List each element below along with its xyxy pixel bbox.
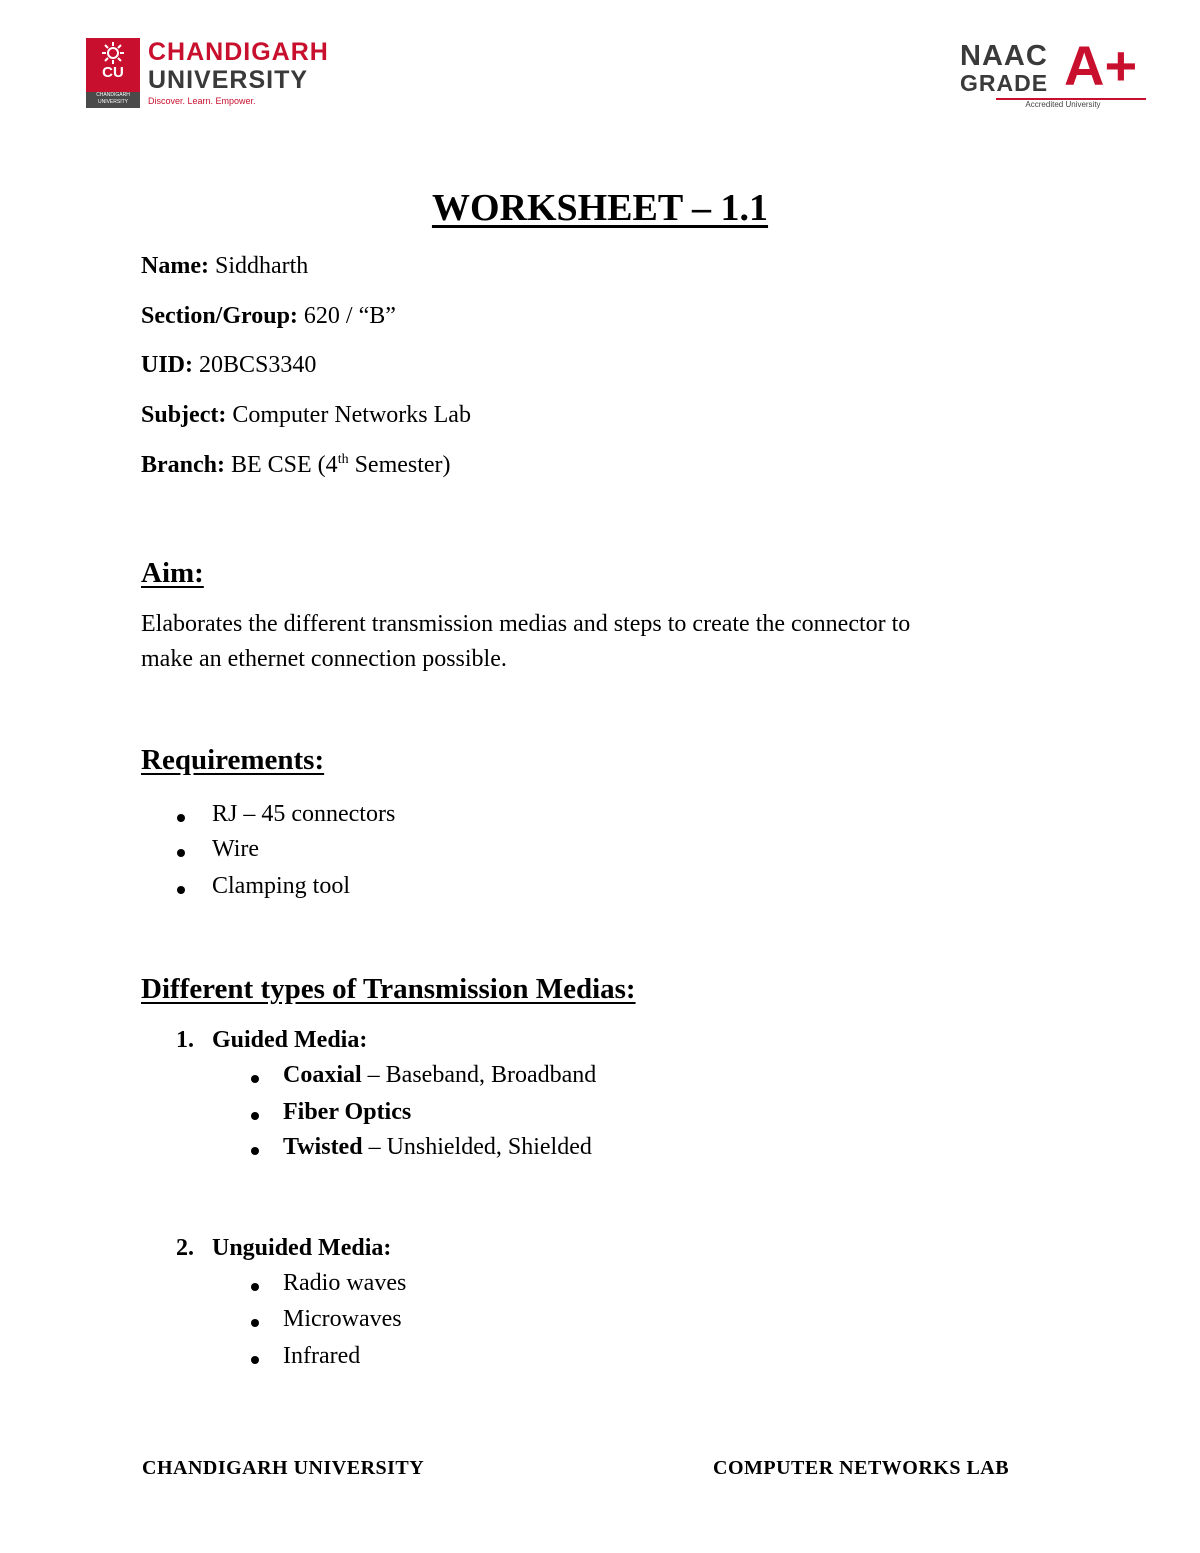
field-name-value: Siddharth [214, 253, 309, 279]
guided-item-detail: – Unshielded, Shielded [362, 1134, 592, 1160]
bullet-dot [251, 1112, 259, 1120]
field-uid [141, 352, 316, 379]
requirement-item: Clamping tool [212, 873, 350, 899]
footer-left: CHANDIGARH UNIVERSITY [142, 1457, 425, 1479]
cu-tagline: Discover. Learn. Empower. [148, 96, 256, 106]
chandigarh-university-logo [86, 38, 331, 110]
unguided-title: Unguided Media: [212, 1235, 392, 1261]
bullet-dot [251, 1356, 259, 1364]
guided-title: Guided Media: [212, 1027, 368, 1053]
field-branch [141, 452, 451, 479]
aim-line-1: Elaborates the different transmission medias and steps to create the connector to [141, 611, 911, 637]
field-section-label: Section/Group: [141, 303, 298, 329]
bullet-dot [177, 814, 185, 822]
naac-caption: Accredited University [1025, 100, 1101, 109]
field-subject-label: Subject: [141, 402, 227, 428]
cu-name-line1: CHANDIGARH [148, 38, 329, 66]
cu-emblem [86, 38, 140, 108]
aim-text [141, 607, 1061, 677]
unguided-item: Infrared [283, 1343, 361, 1369]
naac-grade-value: A+ [1064, 34, 1138, 97]
guided-item-name: Fiber Optics [283, 1099, 412, 1125]
grade-word: GRADE [960, 70, 1049, 96]
bullet-dot [251, 1283, 259, 1291]
naac-word: NAAC [960, 40, 1048, 72]
cu-emblem-caption: CHANDIGARH UNIVERSITY [86, 92, 140, 108]
field-branch-value-sup: th [337, 452, 349, 467]
bullet-dot [177, 849, 185, 857]
field-branch-label: Branch: [141, 452, 225, 478]
requirement-item: RJ – 45 connectors [212, 801, 396, 827]
unguided-number: 2. [176, 1235, 194, 1261]
page-title: WORKSHEET – 1.1 [431, 187, 769, 229]
guided-item [283, 1099, 411, 1126]
media-heading: Different types of Transmission Medias: [141, 973, 636, 1005]
bullet-dot [251, 1075, 259, 1083]
footer-right: COMPUTER NETWORKS LAB [713, 1457, 1010, 1479]
field-subject-value: Computer Networks Lab [232, 402, 471, 428]
unguided-item: Microwaves [283, 1306, 402, 1332]
field-subject [141, 402, 471, 429]
field-name-label: Name: [141, 253, 209, 279]
naac-grade-logo [958, 34, 1150, 112]
guided-item-name: Coaxial [283, 1062, 362, 1088]
unguided-item: Radio waves [283, 1270, 407, 1296]
star-emblem-icon [99, 41, 127, 65]
bullet-dot [251, 1319, 259, 1327]
bullet-dot [251, 1147, 259, 1155]
field-branch-value-post: Semester) [348, 452, 451, 478]
field-uid-label: UID: [141, 352, 193, 378]
guided-item-detail: – Baseband, Broadband [361, 1062, 597, 1088]
cu-name-line2: UNIVERSITY [148, 66, 309, 94]
cu-emblem-text: CU [102, 64, 124, 81]
guided-number: 1. [176, 1027, 194, 1053]
guided-item [283, 1134, 592, 1161]
aim-line-2: make an ethernet connection possible. [141, 646, 507, 672]
field-section-value: 620 / “B” [303, 303, 396, 329]
field-section [141, 303, 396, 330]
guided-item-name: Twisted [283, 1134, 363, 1160]
aim-heading: Aim: [141, 557, 204, 589]
requirement-item: Wire [212, 836, 260, 862]
bullet-dot [177, 886, 185, 894]
field-name [141, 253, 308, 280]
requirements-heading: Requirements: [141, 744, 325, 776]
guided-item [283, 1062, 596, 1089]
field-branch-value-pre: BE CSE (4 [231, 452, 338, 478]
field-uid-value: 20BCS3340 [199, 352, 317, 378]
